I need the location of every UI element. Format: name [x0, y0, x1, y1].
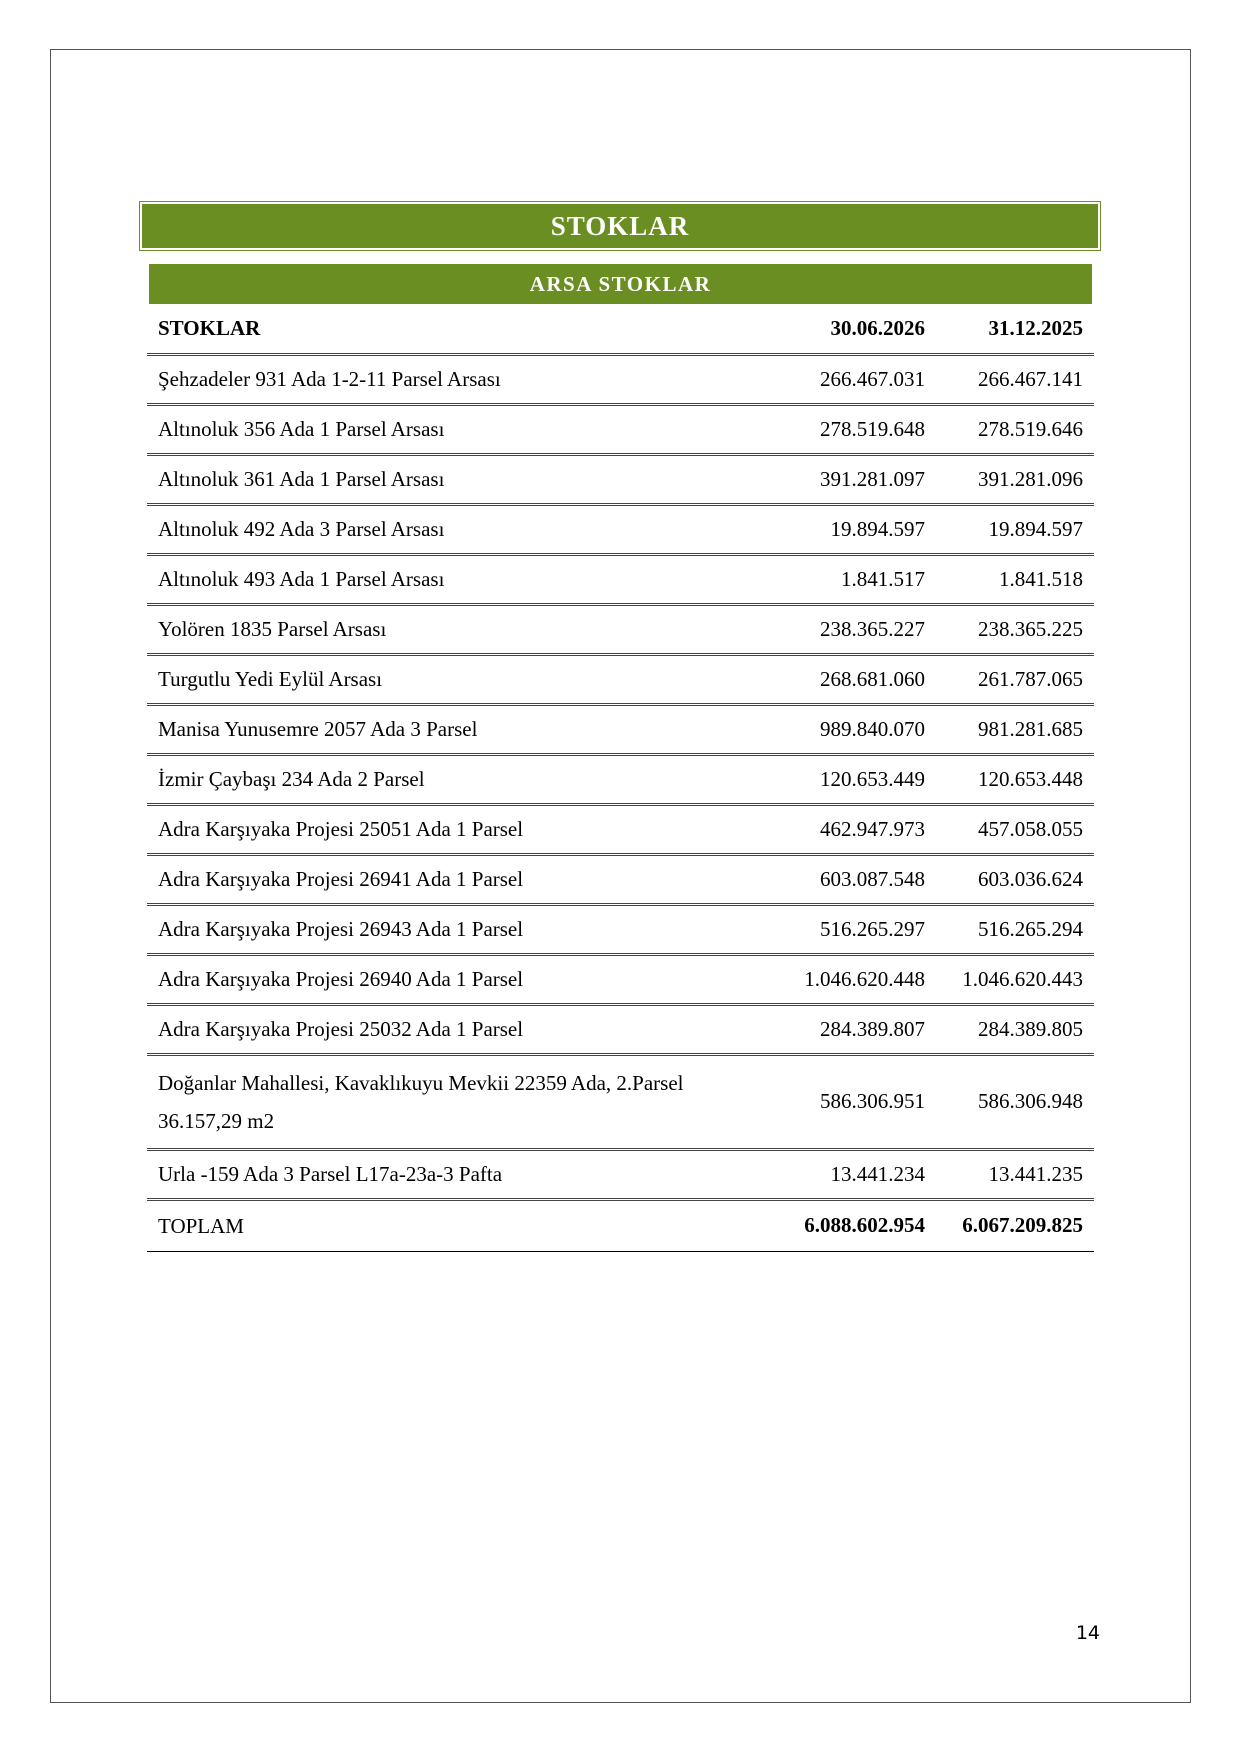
total-row	[147, 1199, 1094, 1251]
row-value-previous: 1.046.620.443	[936, 954, 1094, 1004]
total-label: TOPLAM	[147, 1199, 777, 1251]
column-header-date-2: 31.12.2025	[936, 304, 1094, 354]
row-value-previous: 284.389.805	[936, 1004, 1094, 1054]
table-row	[147, 354, 1094, 404]
column-header-date-1: 30.06.2026	[777, 304, 936, 354]
row-value-previous: 457.058.055	[936, 804, 1094, 854]
table-header-row	[147, 304, 1094, 354]
row-value-previous: 586.306.948	[936, 1054, 1094, 1149]
row-value-previous: 516.265.294	[936, 904, 1094, 954]
row-value-current: 13.441.234	[777, 1149, 936, 1199]
row-value-current: 1.046.620.448	[777, 954, 936, 1004]
row-label: Adra Karşıyaka Projesi 26940 Ada 1 Parsel	[147, 954, 777, 1004]
row-label: Adra Karşıyaka Projesi 25032 Ada 1 Parsel	[147, 1004, 777, 1054]
row-value-current: 19.894.597	[777, 504, 936, 554]
row-value-current: 238.365.227	[777, 604, 936, 654]
row-value-current: 266.467.031	[777, 354, 936, 404]
table-row	[147, 754, 1094, 804]
row-label: Altınoluk 493 Ada 1 Parsel Arsası	[147, 554, 777, 604]
row-label: İzmir Çaybaşı 234 Ada 2 Parsel	[147, 754, 777, 804]
table-row	[147, 654, 1094, 704]
row-label: Adra Karşıyaka Projesi 26941 Ada 1 Parsel	[147, 854, 777, 904]
table-row	[147, 804, 1094, 854]
page-title: STOKLAR	[142, 204, 1098, 248]
row-label: Urla -159 Ada 3 Parsel L17a-23a-3 Pafta	[147, 1149, 777, 1199]
table-row	[147, 1149, 1094, 1199]
row-label: Altınoluk 356 Ada 1 Parsel Arsası	[147, 404, 777, 454]
table-row	[147, 454, 1094, 504]
row-value-previous: 19.894.597	[936, 504, 1094, 554]
row-label: Adra Karşıyaka Projesi 26943 Ada 1 Parsel	[147, 904, 777, 954]
row-label: Adra Karşıyaka Projesi 25051 Ada 1 Parsel	[147, 804, 777, 854]
row-value-current: 278.519.648	[777, 404, 936, 454]
row-value-previous: 238.365.225	[936, 604, 1094, 654]
row-value-previous: 261.787.065	[936, 654, 1094, 704]
stock-table	[147, 304, 1094, 1252]
row-value-current: 462.947.973	[777, 804, 936, 854]
row-value-previous: 603.036.624	[936, 854, 1094, 904]
row-label: Şehzadeler 931 Ada 1-2-11 Parsel Arsası	[147, 354, 777, 404]
row-value-current: 268.681.060	[777, 654, 936, 704]
row-value-current: 1.841.517	[777, 554, 936, 604]
page-number: 14	[1075, 1622, 1100, 1644]
table-row	[147, 554, 1094, 604]
section-subtitle: ARSA STOKLAR	[149, 264, 1092, 304]
table-row	[147, 504, 1094, 554]
table-row	[147, 854, 1094, 904]
total-value-previous: 6.067.209.825	[936, 1199, 1094, 1251]
table-row	[147, 704, 1094, 754]
row-value-current: 516.265.297	[777, 904, 936, 954]
row-value-current: 989.840.070	[777, 704, 936, 754]
row-value-current: 284.389.807	[777, 1004, 936, 1054]
row-value-current: 120.653.449	[777, 754, 936, 804]
row-value-previous: 1.841.518	[936, 554, 1094, 604]
row-value-previous: 13.441.235	[936, 1149, 1094, 1199]
row-value-previous: 391.281.096	[936, 454, 1094, 504]
row-label: Yolören 1835 Parsel Arsası	[147, 604, 777, 654]
row-label: Manisa Yunusemre 2057 Ada 3 Parsel	[147, 704, 777, 754]
row-value-previous: 266.467.141	[936, 354, 1094, 404]
row-label: Doğanlar Mahallesi, Kavaklıkuyu Mevkii 22359 Ada, 2.Parsel 36.157,29 m2	[147, 1054, 777, 1149]
table-row	[147, 1004, 1094, 1054]
row-value-current: 391.281.097	[777, 454, 936, 504]
table-row	[147, 904, 1094, 954]
row-value-previous: 981.281.685	[936, 704, 1094, 754]
table-row	[147, 604, 1094, 654]
table-row	[147, 1054, 1094, 1149]
row-value-current: 603.087.548	[777, 854, 936, 904]
column-header-label: STOKLAR	[147, 304, 777, 354]
row-value-previous: 120.653.448	[936, 754, 1094, 804]
total-value-current: 6.088.602.954	[777, 1199, 936, 1251]
row-value-current: 586.306.951	[777, 1054, 936, 1149]
row-label: Altınoluk 492 Ada 3 Parsel Arsası	[147, 504, 777, 554]
row-label: Turgutlu Yedi Eylül Arsası	[147, 654, 777, 704]
table-row	[147, 954, 1094, 1004]
row-label: Altınoluk 361 Ada 1 Parsel Arsası	[147, 454, 777, 504]
table-row	[147, 404, 1094, 454]
row-value-previous: 278.519.646	[936, 404, 1094, 454]
title-banner	[139, 201, 1101, 251]
